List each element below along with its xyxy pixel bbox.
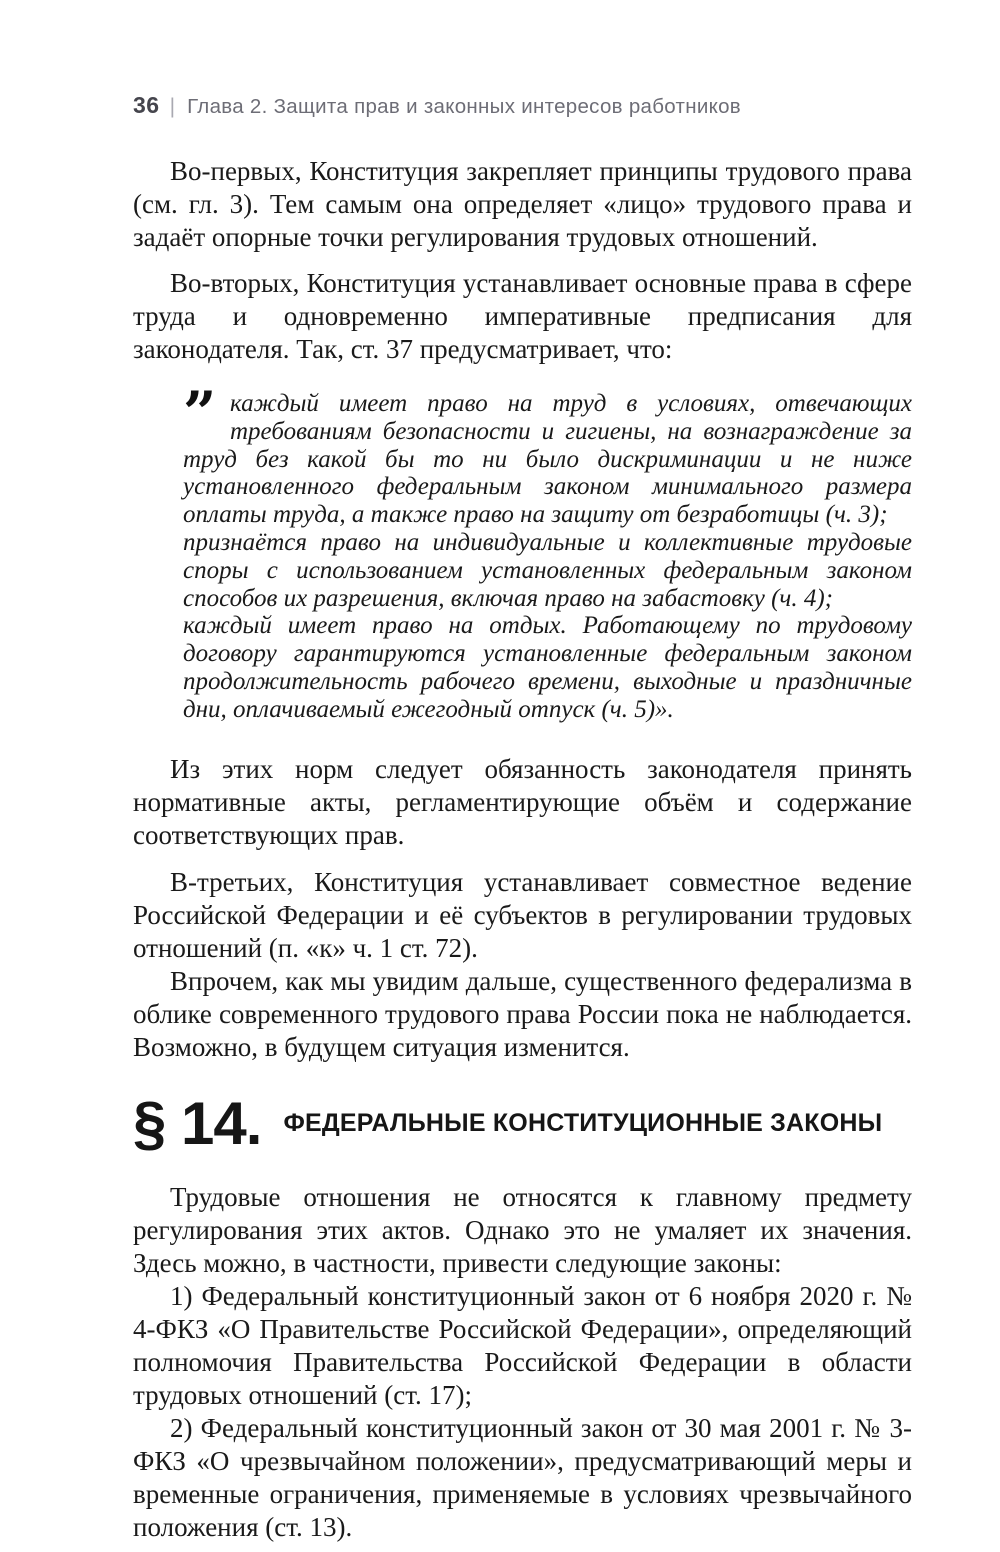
- paragraph-firstly: Во-первых, Конституция закрепляет принципы трудового права (см. гл. 3). Тем самым она определяет «лицо» трудового права и задаёт опорные точки регулирования трудовых отношений.: [133, 156, 912, 252]
- paragraph-law-2: 2) Федеральный конституционный закон от 30 мая 2001 г. № 3-ФКЗ «О чрезвычайном положении», предусматривающий меры и временные ограничения, применяемые в условиях чрезвычайного положения (ст. 13).: [133, 1412, 912, 1542]
- paragraph-secondly: Во-вторых, Конституция устанавливает основные права в сфере труда и одновременно императивные предписания для законодателя. Так, ст. 37 предусматривает, что:: [133, 268, 912, 364]
- quote-mark-icon: ”: [183, 379, 217, 447]
- quote-item-part5: каждый имеет право на отдых. Работающему по трудовому договору гарантируются установленные федеральным законом продолжительность рабочего времени, выходные и праздничные дни, оплачиваемый ежегодный отпуск (ч. 5)».: [183, 612, 912, 723]
- running-head: [133, 92, 912, 119]
- section-title: ФЕДЕРАЛЬНЫЕ КОНСТИТУЦИОННЫЕ ЗАКОНЫ: [283, 1109, 883, 1138]
- paragraph-federalism: Впрочем, как мы увидим дальше, существенного федерализма в облике современного трудового права России пока не наблюдается. Возможно, в будущем ситуация изменится.: [133, 965, 912, 1062]
- paragraph-thirdly: В-третьих, Конституция устанавливает совместное ведение Российской Федерации и её субъектов в регулировании трудовых отношений (п. «к» ч. 1 ст. 72).: [133, 866, 912, 963]
- section-heading: [133, 1089, 912, 1157]
- section-number: § 14.: [133, 1089, 262, 1157]
- quote-item-part3: каждый имеет право на труд в условиях, отвечающих требованиям безопасности и гигиены, на вознаграждение за труд без какой бы то ни было дискриминации и не ниже установленного федеральным законом минимального размера оплаты труда, а также право на защиту от безработицы (ч. 3);: [183, 390, 912, 529]
- header-divider: |: [169, 95, 176, 118]
- paragraph-norms: Из этих норм следует обязанность законодателя принять нормативные акты, регламентирующие объём и содержание соответствующих прав.: [133, 753, 912, 850]
- paragraph-fkz-intro: Трудовые отношения не относятся к главному предмету регулирования этих актов. Однако это не умаляет их значения. Здесь можно, в частности, привести следующие законы:: [133, 1181, 912, 1278]
- constitution-quote: [183, 379, 912, 724]
- paragraph-law-1: 1) Федеральный конституционный закон от 6 ноября 2020 г. № 4-ФКЗ «О Правительстве Российской Федерации», определяющий полномочия Правительства Российской Федерации в области трудовых отношений (ст. 17);: [133, 1280, 912, 1410]
- chapter-title: Глава 2. Защита прав и законных интересов работников: [187, 95, 741, 118]
- quote-item-part4: признаётся право на индивидуальные и коллективные трудовые споры с использованием установленных федеральным законом способов их разрешения, включая право на забастовку (ч. 4);: [183, 528, 912, 612]
- page-number: 36: [133, 92, 160, 118]
